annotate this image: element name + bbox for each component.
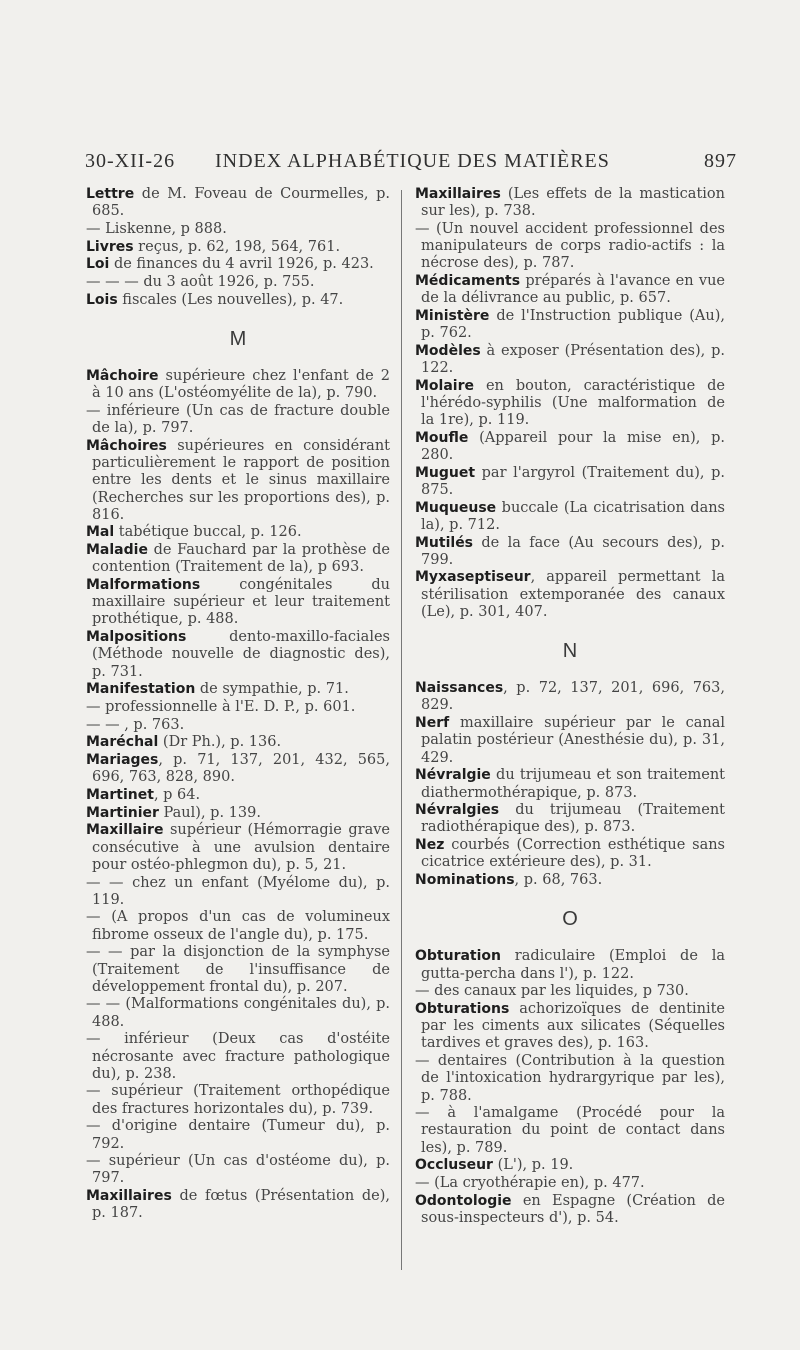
- index-entry: [86, 438, 390, 524]
- left-column: [86, 186, 390, 1223]
- entry-headword: Malformations: [86, 577, 201, 594]
- entry-text: supérieures en considérant particulièrement le rapport de position entre les dents et le sinus maxillaire (Recherches sur les proportions des), p. 816.: [92, 437, 390, 523]
- entry-text: — supérieur (Un cas d'ostéome du), p. 797.: [86, 1153, 390, 1187]
- page-number: 897: [704, 150, 737, 172]
- entry-headword: Obturations: [415, 1001, 510, 1018]
- entry-text: (L'), p. 19.: [492, 1157, 574, 1174]
- entry-text: en Espagne (Création de sous-inspecteurs d'), p. 54.: [421, 1192, 725, 1226]
- entry-headword: Occluseur: [415, 1157, 493, 1174]
- entry-text: — à l'amalgame (Procédé pour la restauration du point de contact dans les), p. 789.: [415, 1105, 725, 1156]
- index-entry: [86, 681, 390, 698]
- column-divider: [401, 190, 402, 1270]
- index-entry: [415, 465, 725, 499]
- entry-text: — inférieur (Deux cas d'ostéite nécrosante avec fracture pathologique du), p. 238.: [86, 1031, 390, 1082]
- index-entry: [86, 734, 390, 751]
- entry-text: reçus, p. 62, 198, 564, 761.: [133, 238, 341, 255]
- entry-text: — — (Malformations congénitales du), p. 488.: [86, 996, 390, 1030]
- entry-text: buccale (La cicatrisation dans la), p. 712.: [421, 499, 725, 533]
- index-entry: [86, 944, 390, 996]
- index-entry: [415, 308, 725, 342]
- entry-headword: Malpositions: [86, 629, 187, 646]
- entry-headword: Obturation: [415, 948, 502, 965]
- index-entry: [86, 577, 390, 629]
- index-entry: [415, 983, 725, 1000]
- index-entry: [415, 802, 725, 836]
- entry-headword: Loi: [86, 256, 110, 273]
- entry-text: — (La cryothérapie en), p. 477.: [415, 1175, 645, 1192]
- entry-text: fiscales (Les nouvelles), p. 47.: [117, 291, 344, 308]
- index-entry: [86, 256, 390, 273]
- entry-headword: Lettre: [86, 186, 135, 202]
- index-entry: [86, 1031, 390, 1083]
- section-letter: N: [562, 640, 578, 663]
- entry-headword: Nez: [415, 837, 445, 854]
- index-entry: [86, 717, 390, 734]
- entry-text: radiculaire (Emploi de la gutta-percha dans l'), p. 122.: [421, 948, 725, 982]
- index-entry: [415, 378, 725, 430]
- entry-headword: Nominations: [415, 872, 515, 889]
- entry-text: — professionnelle à l'E. D. P., p. 601.: [86, 698, 356, 715]
- entry-headword: Martinier: [86, 804, 159, 821]
- entry-headword: Ministère: [415, 307, 490, 324]
- entry-text: , p 64.: [153, 787, 201, 803]
- entry-headword: Modèles: [415, 342, 481, 359]
- entry-text: préparés à l'avance en vue de la délivrance au public, p. 657.: [421, 273, 725, 307]
- entry-text: de fœtus (Présentation de), p. 187.: [92, 1188, 390, 1222]
- index-entry: [86, 524, 390, 541]
- entry-text: — (A propos d'un cas de volumineux fibrome osseux de l'angle du), p. 175.: [86, 909, 390, 943]
- index-entry: [415, 221, 725, 273]
- entry-text: , p. 68, 763.: [514, 872, 603, 889]
- entry-text: par l'argyrol (Traitement du), p. 875.: [421, 464, 725, 498]
- entry-text: en bouton, caractéristique de l'hérédo-syphilis (Une malformation de la 1re), p. 119.: [421, 377, 725, 429]
- running-header: [85, 142, 737, 176]
- entry-headword: Névralgies: [415, 802, 500, 819]
- index-entry: [86, 822, 390, 874]
- entry-text: de Fauchard par la prothèse de contention (Traitement de la), p 693.: [92, 542, 390, 576]
- entry-text: dento-maxillo-faciales (Méthode nouvelle de diagnostic des), p. 731.: [92, 629, 390, 680]
- index-entry: [86, 292, 390, 309]
- entry-headword: Mâchoire: [86, 368, 159, 385]
- index-entry: [415, 1157, 725, 1174]
- entry-text: achorizoïques de dentinite par les ciments aux silicates (Séquelles tardives et graves des), p. 163.: [421, 1001, 725, 1052]
- index-entry: [415, 715, 725, 767]
- entry-headword: Manifestation: [86, 681, 196, 698]
- entry-text: tabétique buccal, p. 126.: [114, 524, 302, 541]
- entry-headword: Nerf: [415, 715, 450, 732]
- entry-text: — — chez un enfant (Myélome du), p. 119.: [86, 874, 390, 908]
- entry-text: — dentaires (Contribution à la question de l'intoxication hydrargyrique par les), p. 788.: [415, 1053, 725, 1104]
- index-entry: [86, 186, 390, 220]
- index-entry: [86, 368, 390, 402]
- entry-headword: Maladie: [86, 542, 148, 559]
- entry-text: de la face (Au secours des), p. 799.: [421, 534, 725, 568]
- entry-text: du trijumeau (Traitement radiothérapique des), p. 873.: [421, 802, 725, 836]
- index-entry: [415, 186, 725, 220]
- entry-headword: Maxillaires: [415, 186, 501, 202]
- entry-text: — des canaux par les liquides, p 730.: [415, 983, 689, 1000]
- index-entry: [86, 1118, 390, 1152]
- entry-headword: Maxillaires: [86, 1188, 172, 1205]
- index-entry: [86, 699, 390, 716]
- entry-headword: Mal: [86, 524, 115, 541]
- index-entry: [415, 1053, 725, 1105]
- entry-text: , p. 72, 137, 201, 696, 763, 829.: [421, 680, 725, 714]
- index-entry: [86, 239, 390, 256]
- entry-headword: Molaire: [415, 377, 474, 394]
- entry-headword: Lois: [86, 291, 118, 308]
- entry-headword: Naissances: [415, 680, 504, 697]
- entry-text: de sympathie, p. 71.: [195, 681, 349, 698]
- index-entry: [86, 787, 390, 804]
- entry-text: de l'Instruction publique (Au), p. 762.: [421, 307, 725, 342]
- entry-headword: Mariages: [86, 752, 159, 769]
- entry-text: Paul), p. 139.: [158, 804, 261, 821]
- index-entry: [86, 542, 390, 576]
- entry-headword: Névralgie: [415, 767, 491, 784]
- index-entry: [415, 500, 725, 534]
- entry-text: courbés (Correction esthétique sans cicatrice extérieure des), p. 31.: [421, 837, 725, 871]
- entry-text: maxillaire supérieur par le canal palatin postérieur (Anesthésie du), p. 31, 429.: [421, 715, 725, 766]
- right-column: [415, 186, 725, 1228]
- entry-text: supérieure chez l'enfant de 2 à 10 ans (L'ostéomyélite de la), p. 790.: [92, 368, 390, 402]
- index-entry: [415, 767, 725, 801]
- entry-text: (Dr Ph.), p. 136.: [158, 734, 282, 751]
- entry-headword: Moufle: [415, 429, 469, 446]
- entry-headword: Odontologie: [415, 1192, 512, 1209]
- entry-text: de M. Foveau de Courmelles, p. 685.: [92, 186, 390, 220]
- entry-headword: Maxillaire: [86, 822, 164, 839]
- entry-text: , p. 71, 137, 201, 432, 565, 696, 763, 828, 890.: [92, 752, 390, 786]
- entry-text: de finances du 4 avril 1926, p. 423.: [109, 256, 374, 273]
- entry-text: supérieur (Hémorragie grave consécutive à une avulsion dentaire pour ostéo-phlegmon du), p. 5, 21.: [92, 822, 390, 873]
- index-entry: [86, 221, 390, 238]
- index-entry: [86, 403, 390, 437]
- entry-headword: Mâchoires: [86, 437, 167, 454]
- entry-text: (Les effets de la mastication sur les), p. 738.: [421, 186, 725, 220]
- entry-text: — d'origine dentaire (Tumeur du), p. 792.: [86, 1118, 390, 1152]
- entry-text: du trijumeau et son traitement diathermothérapique, p. 873.: [421, 767, 725, 801]
- entry-text: — inférieure (Un cas de fracture double de la), p. 797.: [86, 403, 390, 437]
- index-entry: [86, 805, 390, 822]
- index-entry: [86, 629, 390, 681]
- index-entry: [415, 1105, 725, 1157]
- index-entry: [415, 273, 725, 307]
- index-entry: [415, 837, 725, 871]
- index-entry: [86, 1153, 390, 1187]
- index-entry: [415, 1193, 725, 1227]
- entry-headword: Médicaments: [415, 273, 521, 290]
- header-title: INDEX ALPHABÉTIQUE DES MATIÈRES: [215, 150, 610, 172]
- entry-headword: Muqueuse: [415, 499, 497, 516]
- entry-text: — — — du 3 août 1926, p. 755.: [86, 274, 315, 291]
- index-entry: [415, 569, 725, 621]
- index-entry: [86, 875, 390, 909]
- index-entry: [415, 872, 725, 889]
- entry-text: — — par la disjonction de la symphyse (Traitement de l'insuffisance de développement frontal du), p. 207.: [86, 944, 390, 995]
- entry-headword: Maréchal: [86, 734, 159, 751]
- index-entry: [415, 1001, 725, 1053]
- index-entry: [415, 430, 725, 464]
- section-letter: O: [562, 908, 578, 931]
- entry-text: — — , p. 763.: [86, 716, 185, 733]
- index-entry: [86, 274, 390, 291]
- index-entry: [415, 1175, 725, 1192]
- index-entry: [86, 1188, 390, 1222]
- index-entry: [415, 343, 725, 377]
- entry-text: à exposer (Présentation des), p. 122.: [421, 342, 725, 377]
- entry-headword: Muguet: [415, 464, 476, 481]
- entry-text: — Liskenne, p 888.: [86, 220, 227, 237]
- index-entry: [86, 909, 390, 943]
- entry-text: (Appareil pour la mise en), p. 280.: [421, 429, 725, 464]
- section-letter: M: [229, 327, 247, 350]
- header-date: 30-XII-26: [85, 150, 176, 172]
- index-entry: [86, 996, 390, 1030]
- entry-headword: Mutilés: [415, 534, 474, 551]
- index-entry: [86, 1083, 390, 1117]
- index-entry: [415, 948, 725, 982]
- index-entry: [415, 680, 725, 714]
- entry-text: — supérieur (Traitement orthopédique des fractures horizontales du), p. 739.: [86, 1083, 390, 1117]
- entry-text: — (Un nouvel accident professionnel des manipulateurs de corps radio-actifs : la nécrose des), p. 787.: [415, 220, 725, 272]
- index-entry: [415, 535, 725, 569]
- entry-headword: Myxaseptiseur: [415, 569, 531, 586]
- entry-text: congénitales du maxillaire supérieur et leur traitement prothétique, p. 488.: [92, 577, 390, 628]
- entry-text: , appareil permettant la stérilisation extemporanée des canaux (Le), p. 301, 407.: [421, 569, 725, 620]
- index-entry: [86, 752, 390, 786]
- entry-headword: Martinet: [86, 787, 154, 803]
- entry-headword: Livres: [86, 238, 134, 255]
